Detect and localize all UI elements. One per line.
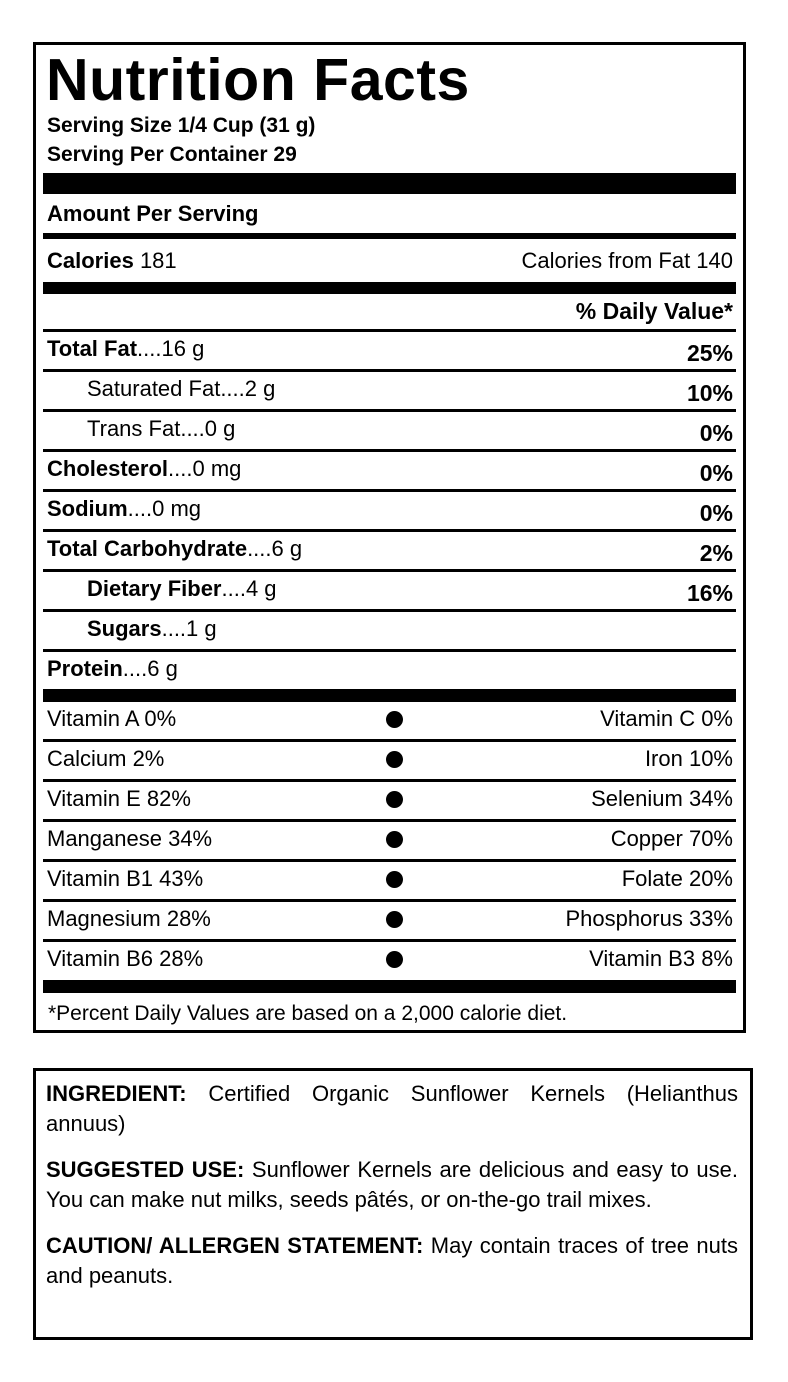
bullet-icon (386, 831, 403, 848)
bullet-icon (386, 711, 403, 728)
nutrient-amount: ....2 g (220, 376, 276, 401)
suggested-use-heading: SUGGESTED USE: (46, 1157, 245, 1182)
nutrient-amount: ....0 mg (127, 496, 202, 521)
vitamin-right: Vitamin C 0% (600, 706, 733, 731)
nutrient-amount: ....6 g (247, 536, 303, 561)
thick-divider (43, 689, 736, 702)
amount-per-serving: Amount Per Serving (47, 201, 259, 226)
suggested-use-paragraph (46, 1155, 738, 1215)
nutrient-name: Trans Fat (87, 416, 181, 441)
bullet-icon (386, 791, 403, 808)
nutrient-amount: ....0 mg (168, 456, 242, 481)
nutrient-dv: 0% (699, 460, 733, 486)
daily-value-header: % Daily Value* (575, 298, 733, 324)
nutrient-name: Cholesterol (47, 456, 169, 481)
vitamin-left: Manganese 34% (47, 826, 213, 851)
nutrient-name: Protein (47, 656, 123, 681)
nutrition-facts-label (33, 42, 746, 1033)
nutrient-dv: 10% (686, 380, 733, 406)
nutrient-amount: ....1 g (161, 616, 217, 641)
thick-divider (43, 282, 736, 294)
ingredient-paragraph (46, 1079, 738, 1139)
product-info-box (33, 1068, 753, 1340)
nutrient-name: Sugars (87, 616, 162, 641)
caution-heading: CAUTION/ ALLERGEN STATEMENT: (46, 1233, 424, 1258)
footnote: *Percent Daily Values are based on a 2,000 calorie diet. (48, 1002, 568, 1025)
calories-label: Calories (47, 248, 134, 273)
vitamin-right: Selenium 34% (591, 786, 733, 811)
vitamin-right: Vitamin B3 8% (589, 946, 733, 971)
vitamin-right: Folate 20% (621, 866, 733, 891)
calories-value: 181 (133, 248, 177, 273)
medium-divider (43, 233, 736, 239)
suggested-use-text: Sunflower Kernels are delicious and easy to use. You can make nut milks, seeds pâtés, or on-the-go trail mixes. (46, 1157, 738, 1212)
vitamin-left: Vitamin A 0% (47, 706, 177, 731)
calories-from-fat: Calories from Fat 140 (521, 248, 733, 273)
label-title: Nutrition Facts (46, 47, 470, 113)
vitamin-right: Iron 10% (644, 746, 733, 771)
nutrient-name: Total Fat (47, 336, 138, 361)
bullet-icon (386, 911, 403, 928)
thick-divider (43, 980, 736, 993)
nutrient-dv: 0% (699, 420, 733, 446)
bullet-icon (386, 751, 403, 768)
nutrient-amount: ....6 g (122, 656, 178, 681)
vitamin-left: Vitamin B1 43% (47, 866, 204, 891)
nutrient-name: Total Carbohydrate (47, 536, 248, 561)
vitamin-right: Phosphorus 33% (565, 906, 733, 931)
nutrient-dv: 16% (686, 580, 733, 606)
nutrient-amount: ....16 g (137, 336, 205, 361)
caution-text: May contain traces of tree nuts and peanuts. (46, 1233, 738, 1288)
vitamin-left: Calcium 2% (47, 746, 165, 771)
vitamin-left: Vitamin B6 28% (47, 946, 204, 971)
vitamin-right: Copper 70% (610, 826, 733, 851)
nutrient-dv: 2% (699, 540, 733, 566)
thick-divider (43, 173, 736, 194)
nutrient-dv: 0% (699, 500, 733, 526)
ingredient-heading: INGREDIENT: (46, 1081, 187, 1106)
bullet-icon (386, 871, 403, 888)
vitamin-left: Vitamin E 82% (47, 786, 191, 811)
caution-paragraph (46, 1231, 738, 1291)
nutrient-amount: ....4 g (221, 576, 277, 601)
nutrient-name: Saturated Fat (87, 376, 221, 401)
serving-size: Serving Size 1/4 Cup (31 g) (47, 114, 316, 137)
nutrient-dv: 25% (686, 340, 733, 366)
nutrient-name: Sodium (47, 496, 128, 521)
nutrient-name: Dietary Fiber (87, 576, 222, 601)
servings-per-container: Serving Per Container 29 (47, 143, 297, 166)
nutrient-amount: ....0 g (180, 416, 236, 441)
ingredient-text: Certified Organic Sunflower Kernels (Helianthus annuus) (46, 1081, 738, 1136)
vitamin-left: Magnesium 28% (47, 906, 211, 931)
bullet-icon (386, 951, 403, 968)
